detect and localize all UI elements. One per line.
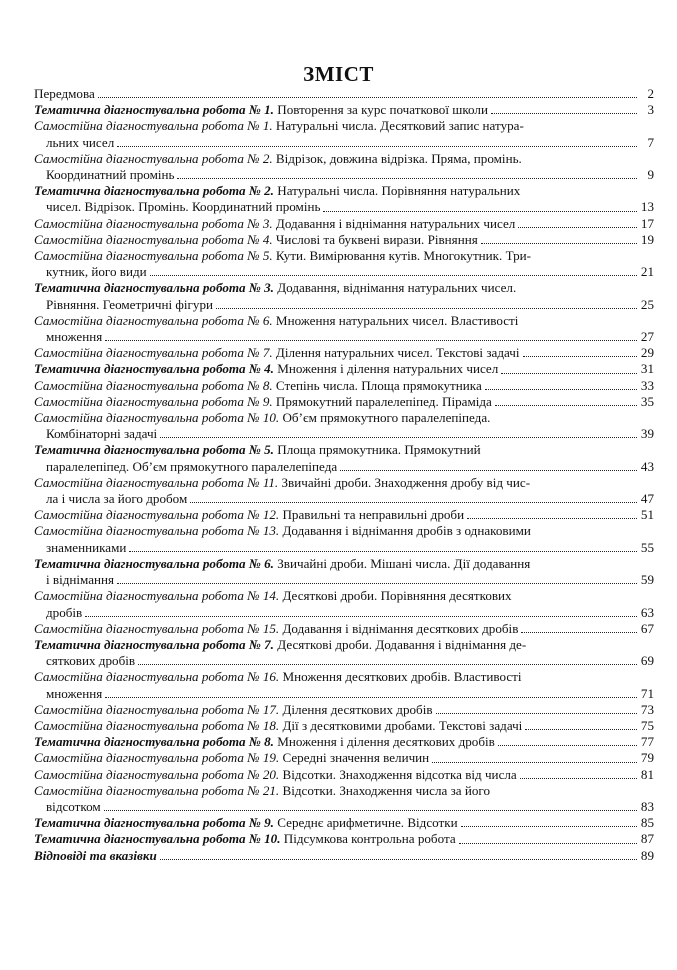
toc-entry bbox=[34, 280, 654, 312]
toc-entry bbox=[34, 118, 654, 150]
dot-leader bbox=[501, 373, 637, 374]
entry-first-line bbox=[34, 637, 654, 653]
dot-leader bbox=[523, 356, 638, 357]
entry-continuation: кутник, його види bbox=[46, 264, 147, 280]
page-number: 87 bbox=[640, 831, 654, 847]
entry-title: Множення і ділення натуральних чисел bbox=[277, 361, 499, 377]
entry-title: Додавання і віднімання десяткових дробів bbox=[282, 620, 519, 636]
entry-title: Додавання, віднімання натуральних чисел. bbox=[277, 280, 517, 296]
dot-leader bbox=[105, 340, 637, 341]
entry-first-line bbox=[34, 556, 654, 572]
toc-entry bbox=[34, 718, 654, 734]
entry-title: Передмова bbox=[34, 86, 95, 101]
page-number: 43 bbox=[640, 458, 654, 474]
entry-title: Натуральні числа. Порівняння натуральних bbox=[277, 183, 521, 199]
toc-entry bbox=[34, 831, 654, 847]
toc-entry bbox=[34, 151, 654, 183]
dot-leader bbox=[98, 97, 637, 98]
work-label: Самостійна діагностувальна робота № 16. bbox=[34, 669, 280, 685]
dot-leader bbox=[467, 518, 637, 519]
entry-continuation: льних чисел bbox=[46, 134, 115, 150]
dot-leader bbox=[117, 146, 637, 147]
work-label: Тематична діагностувальна робота № 10. bbox=[34, 831, 281, 847]
entry-continuation: множення bbox=[46, 329, 103, 345]
entry-line bbox=[34, 232, 478, 248]
page-number: 2 bbox=[647, 86, 654, 101]
page-number: 13 bbox=[640, 199, 654, 215]
entry-line bbox=[34, 734, 495, 750]
toc-entry bbox=[34, 848, 654, 864]
entry-continuation: дробів bbox=[46, 604, 83, 620]
entry-continuation: Комбінаторні задачі bbox=[46, 426, 158, 442]
page-number: 55 bbox=[640, 539, 654, 555]
entry-first-line bbox=[34, 183, 654, 199]
entry-continuation: чисел. Відрізок. Промінь. Координатний промінь bbox=[46, 199, 321, 215]
entry-first-line bbox=[34, 783, 654, 799]
entry-title: Відрізок, довжина відрізка. Пряма, промінь. bbox=[275, 150, 522, 166]
dot-leader bbox=[459, 843, 637, 844]
dot-leader bbox=[498, 745, 637, 746]
entry-first-line bbox=[34, 248, 654, 264]
dot-leader bbox=[105, 697, 637, 698]
entry-continuation: Координатний промінь bbox=[46, 167, 175, 183]
toc-entry bbox=[34, 410, 654, 442]
entry-continuation: сяткових дробів bbox=[46, 653, 136, 669]
entry-title: Ділення натуральних чисел. Текстові задачі bbox=[275, 345, 520, 361]
page-number: 25 bbox=[640, 296, 654, 312]
entry-continuation: і віднімання bbox=[46, 572, 115, 588]
entry-line bbox=[34, 718, 522, 734]
entry-title: Прямокутний паралелепіпед. Піраміда bbox=[275, 393, 492, 409]
work-label: Самостійна діагностувальна робота № 10. bbox=[34, 410, 280, 426]
entry-title: Правильні та неправильні дроби bbox=[282, 507, 465, 523]
toc-entry bbox=[34, 216, 654, 232]
table-of-contents bbox=[34, 86, 654, 864]
entry-continuation: множення bbox=[46, 685, 103, 701]
entry-title: Числові та буквені вирази. Рівняння bbox=[275, 231, 478, 247]
entry-line bbox=[34, 345, 520, 361]
work-label: Самостійна діагностувальна робота № 6. bbox=[34, 312, 273, 328]
entry-title: Дії з десятковими дробами. Текстові задачі bbox=[282, 717, 523, 733]
dot-leader bbox=[150, 275, 637, 276]
entry-title: Об’єм прямокутного паралелепіпеда. bbox=[282, 410, 491, 426]
entry-continuation: знаменниками bbox=[46, 539, 127, 555]
entry-first-line bbox=[34, 410, 654, 426]
work-label: Тематична діагностувальна робота № 7. bbox=[34, 636, 274, 652]
page-number: 17 bbox=[640, 215, 654, 231]
entry-first-line bbox=[34, 523, 654, 539]
entry-first-line bbox=[34, 669, 654, 685]
entry-line bbox=[34, 216, 515, 232]
work-label: Самостійна діагностувальна робота № 11. bbox=[34, 474, 279, 490]
toc-entry bbox=[34, 507, 654, 523]
dot-leader bbox=[104, 810, 637, 811]
work-label: Самостійна діагностувальна робота № 9. bbox=[34, 393, 273, 409]
page-number: 39 bbox=[640, 426, 654, 442]
entry-title: Множення і ділення десяткових дробів bbox=[277, 734, 495, 750]
page-number: 29 bbox=[640, 345, 654, 361]
dot-leader bbox=[85, 616, 637, 617]
entry-title: Відсотки. Знаходження числа за його bbox=[282, 782, 491, 798]
dot-leader bbox=[117, 583, 637, 584]
work-label: Тематична діагностувальна робота № 2. bbox=[34, 183, 274, 199]
entry-title: Середні значення величин bbox=[282, 750, 430, 766]
page-number: 9 bbox=[647, 167, 654, 183]
work-label: Самостійна діагностувальна робота № 14. bbox=[34, 588, 280, 604]
page-number: 63 bbox=[640, 604, 654, 620]
entry-line bbox=[34, 767, 517, 783]
work-label: Тематична діагностувальна робота № 4. bbox=[34, 361, 274, 377]
toc-entry bbox=[34, 588, 654, 620]
work-label: Тематична діагностувальна робота № 6. bbox=[34, 555, 274, 571]
toc-entry bbox=[34, 345, 654, 361]
work-label: Самостійна діагностувальна робота № 3. bbox=[34, 215, 273, 231]
entry-line bbox=[34, 831, 456, 847]
page-number: 73 bbox=[640, 701, 654, 717]
entry-title: Підсумкова контрольна робота bbox=[283, 831, 456, 847]
toc-entry bbox=[34, 378, 654, 394]
work-label: Самостійна діагностувальна робота № 17. bbox=[34, 701, 280, 717]
dot-leader bbox=[495, 405, 637, 406]
work-label: Самостійна діагностувальна робота № 20. bbox=[34, 766, 280, 782]
page-number: 47 bbox=[640, 491, 654, 507]
entry-title: Ділення десяткових дробів bbox=[282, 701, 433, 717]
dot-leader bbox=[160, 859, 637, 860]
dot-leader bbox=[461, 826, 637, 827]
entry-line bbox=[34, 361, 498, 377]
toc-entry bbox=[34, 669, 654, 701]
page-number: 31 bbox=[640, 361, 654, 377]
work-label: Тематична діагностувальна робота № 1. bbox=[34, 102, 274, 118]
toc-entry bbox=[34, 523, 654, 555]
page-number: 19 bbox=[640, 231, 654, 247]
entry-line bbox=[34, 394, 492, 410]
toc-entry bbox=[34, 313, 654, 345]
work-label: Самостійна діагностувальна робота № 2. bbox=[34, 150, 273, 166]
work-label: Самостійна діагностувальна робота № 13. bbox=[34, 523, 280, 539]
entry-continuation: відсотком bbox=[46, 798, 101, 814]
toc-entry bbox=[34, 702, 654, 718]
toc-entry bbox=[34, 734, 654, 750]
entry-first-line bbox=[34, 151, 654, 167]
entry-title: Повторення за курс початкової школи bbox=[277, 102, 488, 118]
entry-continuation: паралелепіпед. Об’єм прямокутного паралелепіпеда bbox=[46, 458, 338, 474]
work-label: Тематична діагностувальна робота № 8. bbox=[34, 734, 274, 750]
dot-leader bbox=[436, 713, 637, 714]
page-number: 67 bbox=[640, 620, 654, 636]
entry-title: Кути. Вимірювання кутів. Многокутник. Три- bbox=[275, 248, 531, 264]
dot-leader bbox=[216, 308, 637, 309]
entry-first-line bbox=[34, 313, 654, 329]
work-label: Самостійна діагностувальна робота № 5. bbox=[34, 248, 273, 264]
entry-title: Додавання і віднімання натуральних чисел bbox=[275, 215, 516, 231]
entry-title: Множення натуральних чисел. Властивості bbox=[275, 312, 519, 328]
toc-entry bbox=[34, 783, 654, 815]
entry-first-line bbox=[34, 442, 654, 458]
entry-line bbox=[34, 848, 157, 864]
dot-leader bbox=[481, 243, 637, 244]
toc-entry bbox=[34, 361, 654, 377]
dot-leader bbox=[520, 778, 637, 779]
toc-entry bbox=[34, 183, 654, 215]
toc-entry bbox=[34, 621, 654, 637]
page-number: 79 bbox=[640, 750, 654, 766]
dot-leader bbox=[521, 632, 637, 633]
contents-title: ЗМІСТ bbox=[303, 62, 374, 86]
entry-title: Звичайні дроби. Мішані числа. Дії додавання bbox=[277, 555, 531, 571]
entry-continuation: ла і числа за його дробом bbox=[46, 491, 188, 507]
toc-entry bbox=[34, 637, 654, 669]
toc-entry bbox=[34, 394, 654, 410]
dot-leader bbox=[177, 178, 637, 179]
dot-leader bbox=[160, 437, 637, 438]
work-label: Самостійна діагностувальна робота № 1. bbox=[34, 118, 273, 134]
entry-first-line bbox=[34, 118, 654, 134]
toc-entry bbox=[34, 767, 654, 783]
entry-title: Десяткові дроби. Порівняння десяткових bbox=[282, 588, 512, 604]
page-number: 51 bbox=[640, 507, 654, 523]
entry-first-line bbox=[34, 280, 654, 296]
toc-entry bbox=[34, 86, 654, 102]
entry-line bbox=[34, 102, 488, 118]
entry-first-line bbox=[34, 475, 654, 491]
work-label: Самостійна діагностувальна робота № 19. bbox=[34, 750, 280, 766]
entry-title: Натуральні числа. Десятковий запис натура- bbox=[275, 118, 524, 134]
page-number: 75 bbox=[640, 717, 654, 733]
dot-leader bbox=[138, 664, 637, 665]
dot-leader bbox=[491, 113, 637, 114]
page-number: 81 bbox=[640, 766, 654, 782]
work-label: Самостійна діагностувальна робота № 18. bbox=[34, 717, 280, 733]
entry-title: Множення десяткових дробів. Властивості bbox=[282, 669, 522, 685]
page-number: 85 bbox=[640, 815, 654, 831]
entry-title: Додавання і віднімання дробів з однаковими bbox=[282, 523, 531, 539]
dot-leader bbox=[323, 211, 637, 212]
page-number: 83 bbox=[640, 798, 654, 814]
entry-title: Звичайні дроби. Знаходження дробу від чис- bbox=[281, 474, 531, 490]
entry-line bbox=[34, 507, 464, 523]
dot-leader bbox=[340, 470, 637, 471]
page-number: 89 bbox=[640, 847, 654, 863]
page-number: 35 bbox=[640, 393, 654, 409]
toc-entry bbox=[34, 750, 654, 766]
work-label: Самостійна діагностувальна робота № 8. bbox=[34, 377, 273, 393]
work-label: Самостійна діагностувальна робота № 21. bbox=[34, 782, 280, 798]
toc-entry bbox=[34, 248, 654, 280]
work-label: Тематична діагностувальна робота № 3. bbox=[34, 280, 274, 296]
entry-title: Десяткові дроби. Додавання і віднімання де- bbox=[277, 636, 527, 652]
toc-entry bbox=[34, 232, 654, 248]
entry-line bbox=[34, 750, 429, 766]
work-label: Самостійна діагностувальна робота № 12. bbox=[34, 507, 280, 523]
entry-continuation: Рівняння. Геометричні фігури bbox=[46, 296, 214, 312]
entry-first-line bbox=[34, 588, 654, 604]
page-number: 59 bbox=[640, 572, 654, 588]
entry-line bbox=[34, 702, 433, 718]
entry-title: Середнє арифметичне. Відсотки bbox=[277, 815, 458, 831]
dot-leader bbox=[432, 762, 637, 763]
work-label: Самостійна діагностувальна робота № 4. bbox=[34, 231, 273, 247]
dot-leader bbox=[129, 551, 637, 552]
page-number: 71 bbox=[640, 685, 654, 701]
toc-entry bbox=[34, 102, 654, 118]
page-number: 7 bbox=[647, 134, 654, 150]
dot-leader bbox=[485, 389, 637, 390]
dot-leader bbox=[525, 729, 637, 730]
entry-line bbox=[34, 378, 482, 394]
page-number: 33 bbox=[640, 377, 654, 393]
page-number: 3 bbox=[647, 102, 654, 118]
page-number: 21 bbox=[640, 264, 654, 280]
entry-title: Відсотки. Знаходження відсотка від числа bbox=[282, 766, 517, 782]
work-label: Тематична діагностувальна робота № 5. bbox=[34, 442, 274, 458]
entry-line bbox=[34, 815, 458, 831]
work-label: Відповіді та вказівки bbox=[34, 847, 157, 863]
entry-line bbox=[34, 621, 518, 637]
page-number: 69 bbox=[640, 653, 654, 669]
dot-leader bbox=[190, 502, 637, 503]
work-label: Тематична діагностувальна робота № 9. bbox=[34, 815, 274, 831]
page-number: 77 bbox=[640, 734, 654, 750]
entry-title: Площа прямокутника. Прямокутний bbox=[277, 442, 481, 458]
toc-entry bbox=[34, 442, 654, 474]
work-label: Самостійна діагностувальна робота № 15. bbox=[34, 620, 280, 636]
dot-leader bbox=[518, 227, 637, 228]
entry-title: Степінь числа. Площа прямокутника bbox=[275, 377, 482, 393]
toc-entry bbox=[34, 556, 654, 588]
toc-entry bbox=[34, 815, 654, 831]
page-number: 27 bbox=[640, 329, 654, 345]
work-label: Самостійна діагностувальна робота № 7. bbox=[34, 345, 273, 361]
toc-entry bbox=[34, 475, 654, 507]
